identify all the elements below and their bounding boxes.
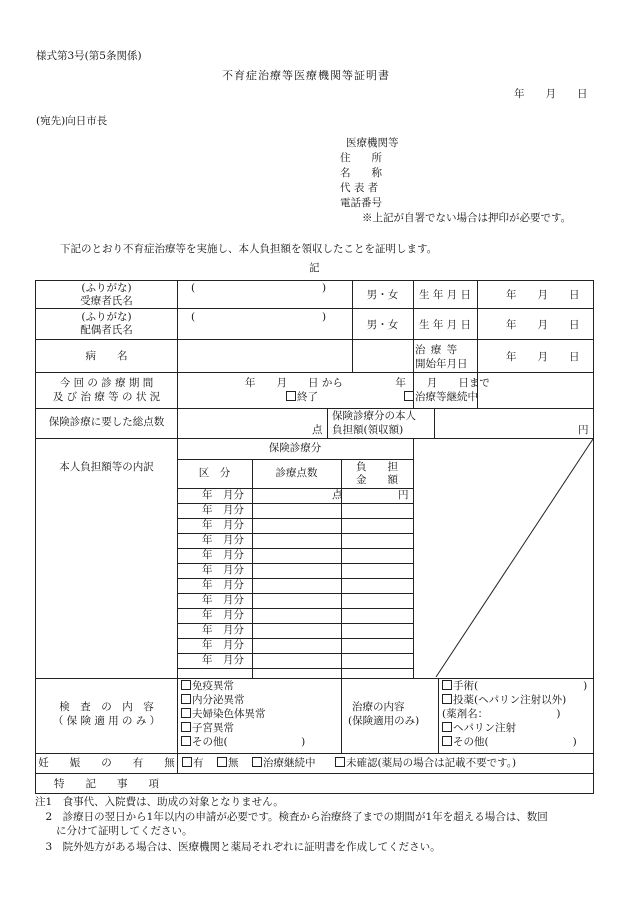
exam-item-label: 子宮異常 <box>192 722 234 734</box>
institution-heading: 医療機関等 <box>346 137 399 149</box>
pregnancy-unconfirmed[interactable] <box>335 757 516 770</box>
checkbox[interactable] <box>181 736 191 746</box>
patient-birthdate-label: 生 年 月 日 <box>418 289 471 301</box>
treat-item-label: 投薬(ヘパリン注射以外) <box>453 694 567 706</box>
pregnancy-continuing[interactable] <box>252 757 316 770</box>
institution-phone-label: 電話番号 <box>340 197 382 209</box>
addressee: (宛先)向日市長 <box>36 115 108 127</box>
exam-label-2: （ 保 険 適 用 の み ） <box>52 715 161 727</box>
furigana-close-1: ) <box>322 282 327 294</box>
checkbox[interactable] <box>442 694 452 704</box>
spouse-birthdate-label: 生 年 月 日 <box>418 319 471 331</box>
spouse-name-label: 配偶者氏名 <box>80 324 133 336</box>
period-range[interactable]: 年 月 日 から 年 月 日まで <box>245 377 490 389</box>
status-continue-label: 治療等継続中 <box>415 391 478 403</box>
category-column-header: 区 分 <box>198 467 231 479</box>
exam-item-label: 夫婦染色体異常 <box>192 708 266 720</box>
treat-item-label: ヘパリン注射 <box>453 722 516 734</box>
period-label-2: 及 び 治 療 等 の 状 況 <box>52 391 161 403</box>
insurance-portion-header: 保険診療分 <box>268 442 322 454</box>
pregnancy-option-label: 有 <box>193 757 204 769</box>
furigana-label-2: (ふりがな) <box>81 311 132 323</box>
patient-name-label: 受療者氏名 <box>80 295 133 307</box>
row-1-point-unit: 点 <box>332 489 343 501</box>
treat-item-5[interactable] <box>442 736 577 749</box>
disease-label: 病 名 <box>85 350 128 362</box>
month-row-4[interactable]: 年 月分 <box>202 534 244 546</box>
month-row-1[interactable]: 年 月分 <box>202 489 244 501</box>
checkbox[interactable] <box>442 736 452 746</box>
exam-item-5[interactable] <box>181 736 305 749</box>
pregnancy-label: 妊 娠 の 有 無 <box>38 757 175 769</box>
points-column-header: 診療点数 <box>275 467 318 479</box>
status-ended-option[interactable] <box>286 391 318 404</box>
checkbox-continue[interactable] <box>404 391 414 401</box>
amount-column-header-2: 金 額 <box>356 474 398 486</box>
checkbox[interactable] <box>181 708 191 718</box>
treat-item-label: (薬剤名： ) <box>442 708 561 720</box>
checkbox[interactable] <box>181 680 191 690</box>
form-number: 様式第3号(第5条関係) <box>36 50 142 62</box>
institution-name-label: 名 称 <box>340 167 382 179</box>
exam-item-label: 内分泌異常 <box>192 694 245 706</box>
note-2: 2 診療日の翌日から1年以内の申請が必要です。検査から治療終了までの期間が1年を超える場合は、数回 <box>35 811 548 823</box>
checkbox[interactable] <box>181 694 191 704</box>
treat-item-1[interactable] <box>442 680 587 693</box>
self-pay-label-2: 負担額(領収額) <box>332 424 404 436</box>
treat-item-2[interactable] <box>442 694 566 707</box>
checkbox[interactable] <box>252 757 262 767</box>
exam-item-label: その他( ) <box>192 736 306 748</box>
checkbox[interactable] <box>181 722 191 732</box>
checkbox[interactable] <box>217 757 227 767</box>
breakdown-label: 本人負担額等の内訳 <box>59 461 154 473</box>
treat-item-label: その他( ) <box>453 736 577 748</box>
intro-text: 下記のとおり不育症治療等を実施し、本人負担額を領収したことを証明します。 <box>60 243 438 255</box>
exam-label-1: 検 査 の 内 容 <box>59 701 154 713</box>
patient-sex[interactable]: 男・女 <box>366 289 399 301</box>
checkbox[interactable] <box>335 757 345 767</box>
spouse-birthdate-value[interactable]: 年 月 日 <box>506 319 580 331</box>
furigana-open-1: ( <box>191 282 196 294</box>
checkbox[interactable] <box>442 680 452 690</box>
remarks-label: 特 記 事 項 <box>54 778 159 790</box>
exam-item-4[interactable] <box>181 722 234 735</box>
pregnancy-no[interactable] <box>217 757 239 770</box>
note-2-cont: に分けて証明してください。 <box>35 825 193 837</box>
treatment-start-label-2: 開始年月日 <box>415 358 468 370</box>
month-row-12[interactable]: 年 月分 <box>202 654 244 666</box>
status-continue-option[interactable] <box>404 391 478 404</box>
month-row-11[interactable]: 年 月分 <box>202 639 244 651</box>
self-pay-label-1: 保険診療分の本人 <box>332 410 416 422</box>
amount-column-header-1: 負 担 <box>356 461 398 473</box>
exam-item-label: 免疫異常 <box>192 680 234 692</box>
treatment-label-2: (保険適用のみ) <box>348 715 420 727</box>
exam-item-3[interactable] <box>181 708 266 721</box>
pregnancy-option-label: 治療継続中 <box>263 757 316 769</box>
treat-item-4[interactable] <box>442 722 516 735</box>
note-1: 注1 食事代、入院費は、助成の対象となりません。 <box>35 796 284 808</box>
pregnancy-yes[interactable] <box>182 757 204 770</box>
row-1-yen: 円 <box>398 489 409 501</box>
month-row-5[interactable]: 年 月分 <box>202 549 244 561</box>
issue-date: 年 月 日 <box>514 88 588 100</box>
institution-address-label: 住 所 <box>340 152 382 164</box>
furigana-label-1: (ふりがな) <box>81 282 132 294</box>
treatment-start-label-1: 治 療 等 <box>415 344 459 356</box>
pregnancy-option-label: 未確認(薬局の場合は記載不要です。) <box>346 757 517 769</box>
exam-item-2[interactable] <box>181 694 245 707</box>
month-row-3[interactable]: 年 月分 <box>202 519 244 531</box>
month-row-9[interactable]: 年 月分 <box>202 609 244 621</box>
month-row-10[interactable]: 年 月分 <box>202 624 244 636</box>
total-points-label: 保険診療に要した総点数 <box>48 416 165 428</box>
status-ended-label: 終了 <box>297 391 318 403</box>
institution-representative-label: 代 表 者 <box>340 182 379 194</box>
period-label-1: 今 回 の 診 療 期 間 <box>59 377 154 389</box>
furigana-close-2: ) <box>322 311 327 323</box>
month-row-8[interactable]: 年 月分 <box>202 594 244 606</box>
month-row-6[interactable]: 年 月分 <box>202 564 244 576</box>
patient-birthdate-value[interactable]: 年 月 日 <box>506 289 580 301</box>
note-3: 3 院外処方がある場合は、医療機関と薬局それぞれに証明書を作成してください。 <box>35 841 441 853</box>
pregnancy-option-label: 無 <box>228 757 239 769</box>
month-row-7[interactable]: 年 月分 <box>202 579 244 591</box>
checkbox[interactable] <box>442 722 452 732</box>
ki-label: 記 <box>309 262 320 274</box>
treat-item-3[interactable] <box>442 708 560 721</box>
spouse-sex[interactable]: 男・女 <box>366 319 399 331</box>
seal-note: ※上記が自署でない場合は押印が必要です。 <box>362 212 572 224</box>
checkbox[interactable] <box>182 757 192 767</box>
furigana-open-2: ( <box>191 311 196 323</box>
document-title: 不育症治療等医療機関等証明書 <box>222 69 390 82</box>
checkbox-ended[interactable] <box>286 391 296 401</box>
exam-item-1[interactable] <box>181 680 234 693</box>
month-row-2[interactable]: 年 月分 <box>202 504 244 516</box>
total-points-unit: 点 <box>312 424 323 436</box>
treat-item-label: 手術( ) <box>453 680 588 692</box>
treatment-label-1: 治療の内容 <box>352 701 405 713</box>
certificate-table <box>35 280 594 794</box>
self-pay-yen: 円 <box>578 424 589 436</box>
treatment-start-value[interactable]: 年 月 日 <box>506 351 580 363</box>
